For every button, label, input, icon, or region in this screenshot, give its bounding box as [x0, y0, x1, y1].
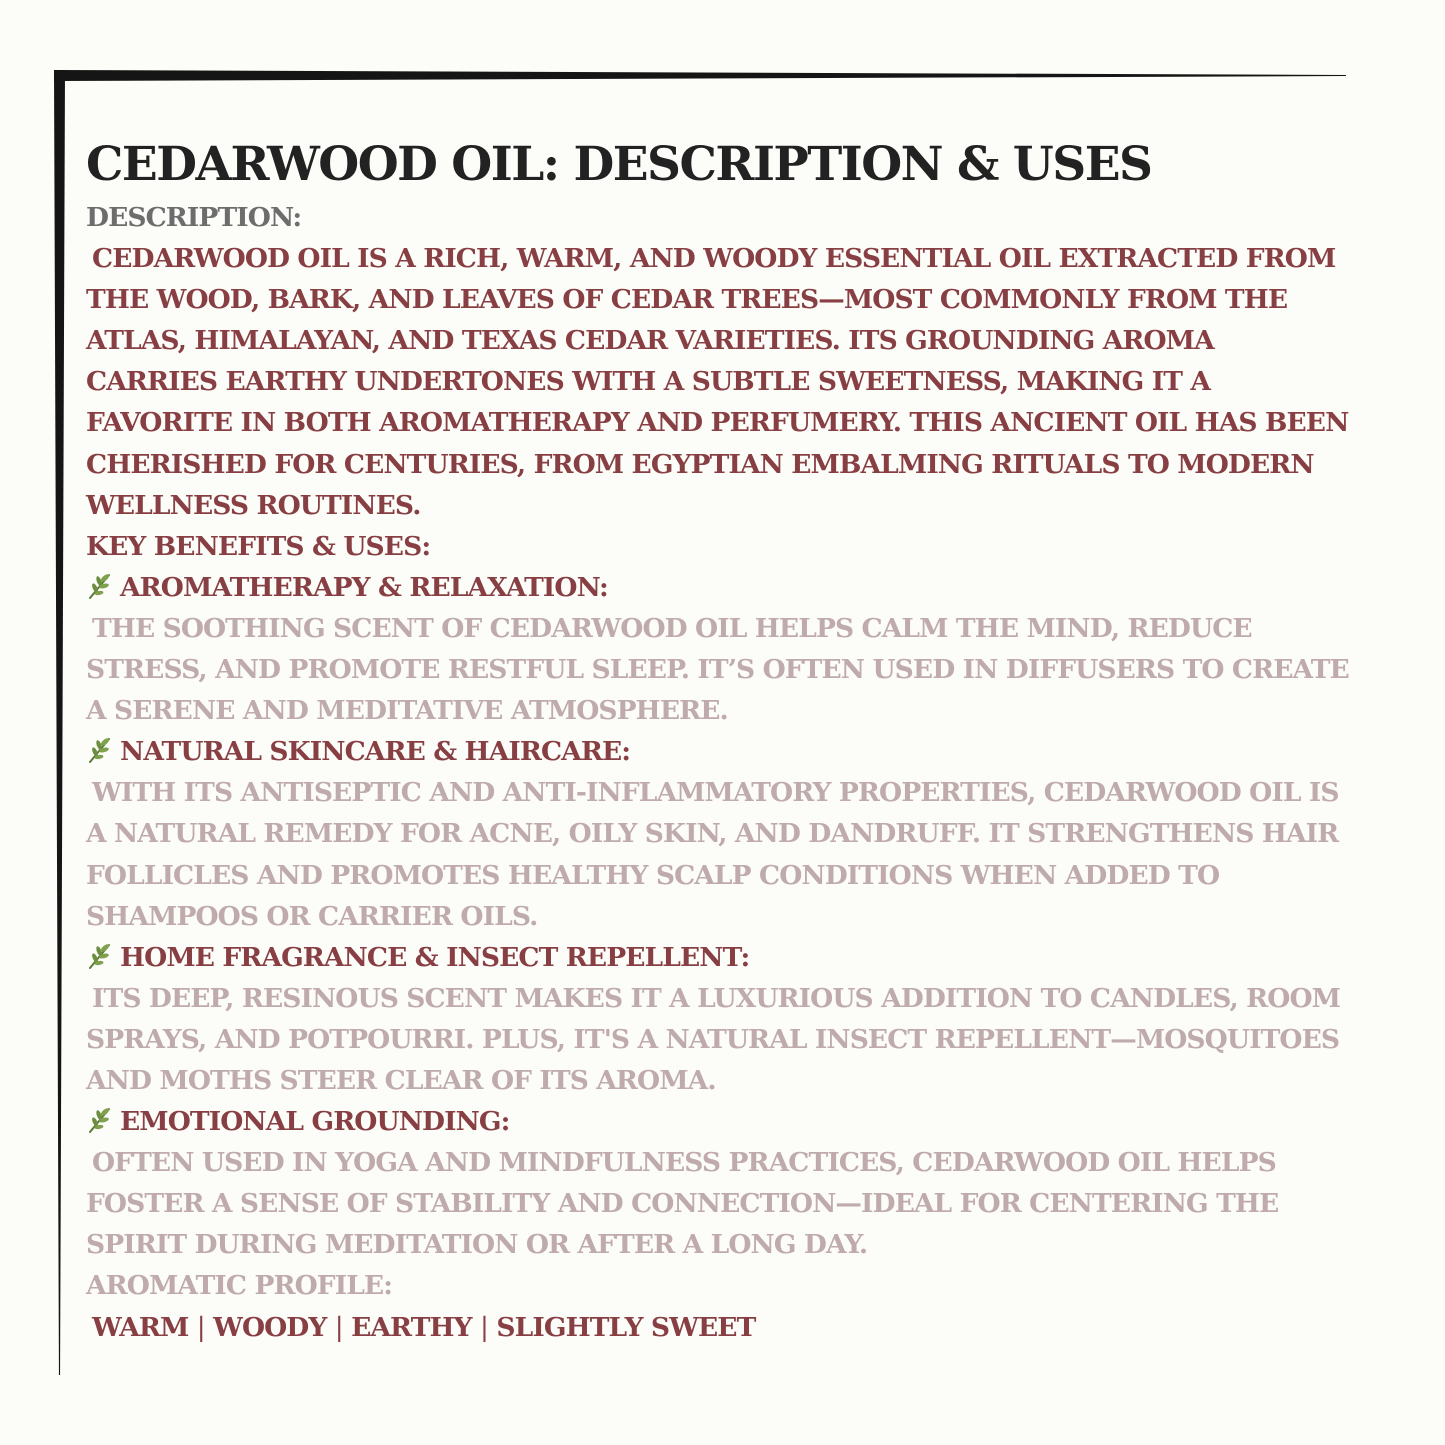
frame-top-border	[54, 70, 1346, 81]
profile-separator: |	[334, 1311, 343, 1343]
benefit-item	[86, 937, 1351, 1101]
benefit-text: WITH ITS ANTISEPTIC AND ANTI-INFLAMMATORY PROPERTIES, CEDARWOOD OIL IS A NATURAL REMEDY FOR ACNE, OILY SKIN, AND DANDRUFF. IT STRENGTHENS HAIR FOLLICLES AND PROMOTES HEALTHY SCALP CONDITIONS WHEN ADDED TO SHAMPOOS OR CARRIER OILS.	[86, 777, 1339, 932]
benefit-title: NATURAL SKINCARE & HAIRCARE:	[120, 736, 631, 768]
profile-note: WOODY	[213, 1311, 327, 1343]
benefit-title: HOME FRAGRANCE & INSECT REPELLENT:	[120, 941, 750, 973]
benefits-heading: KEY BENEFITS & USES:	[86, 530, 431, 562]
benefit-item	[86, 731, 1351, 936]
profile-note: EARTHY	[351, 1311, 472, 1343]
profile-note: WARM	[92, 1311, 189, 1343]
benefit-text: ITS DEEP, RESINOUS SCENT MAKES IT A LUXURIOUS ADDITION TO CANDLES, ROOM SPRAYS, AND POTPOURRI. PLUS, IT'S A NATURAL INSECT REPELLENT—MOSQUITOES AND MOTHS STEER CLEAR OF ITS AROMA.	[86, 982, 1341, 1096]
leaf-sprig-icon	[86, 571, 114, 601]
profile-separator: |	[196, 1311, 205, 1343]
benefit-text: THE SOOTHING SCENT OF CEDARWOOD OIL HELPS CALM THE MIND, REDUCE STRESS, AND PROMOTE RESTFUL SLEEP. IT’S OFTEN USED IN DIFFUSERS TO CREATE A SERENE AND MEDITATIVE ATMOSPHERE.	[86, 612, 1349, 727]
profile-note: SLIGHTLY SWEET	[496, 1311, 756, 1343]
document-body	[86, 133, 1351, 1348]
description-text: CEDARWOOD OIL IS A RICH, WARM, AND WOODY ESSENTIAL OIL EXTRACTED FROM THE WOOD, BARK, AND LEAVES OF CEDAR TREES—MOST COMMONLY FROM THE ATLAS, HIMALAYAN, AND TEXAS CEDAR VARIETIES. ITS GROUNDING AROMA CARRIES EARTHY UNDERTONES WITH A SUBTLE SWEETNESS, MAKING IT A FAVORITE IN BOTH AROMATHERAPY AND PERFUMERY. THIS ANCIENT OIL HAS BEEN CHERISHED FOR CENTURIES, FROM EGYPTIAN EMBALMING RITUALS TO MODERN WELLNESS ROUTINES.	[86, 243, 1349, 521]
profile-separator: |	[480, 1311, 489, 1343]
aromatic-profile-notes	[86, 1307, 1351, 1348]
benefit-title-row	[86, 937, 1351, 978]
benefit-text: OFTEN USED IN YOGA AND MINDFULNESS PRACTICES, CEDARWOOD OIL HELPS FOSTER A SENSE OF STABILITY AND CONNECTION—IDEAL FOR CENTERING THE SPIRIT DURING MEDITATION OR AFTER A LONG DAY.	[86, 1147, 1279, 1261]
leaf-sprig-icon	[86, 735, 114, 765]
page-title: CEDARWOOD OIL: DESCRIPTION & USES	[86, 137, 1152, 192]
benefit-title-row	[86, 731, 1351, 772]
leaf-sprig-icon	[86, 1105, 114, 1135]
benefit-item	[86, 1101, 1351, 1265]
benefit-title-row	[86, 1101, 1351, 1142]
benefit-title-row	[86, 567, 1351, 608]
description-heading: DESCRIPTION:	[86, 202, 302, 233]
benefit-title: EMOTIONAL GROUNDING:	[120, 1106, 510, 1138]
benefit-item	[86, 567, 1351, 731]
aromatic-profile-heading: AROMATIC PROFILE:	[86, 1270, 393, 1302]
frame-left-border	[54, 70, 65, 1375]
benefit-title: AROMATHERAPY & RELAXATION:	[120, 571, 608, 603]
leaf-sprig-icon	[86, 941, 114, 971]
